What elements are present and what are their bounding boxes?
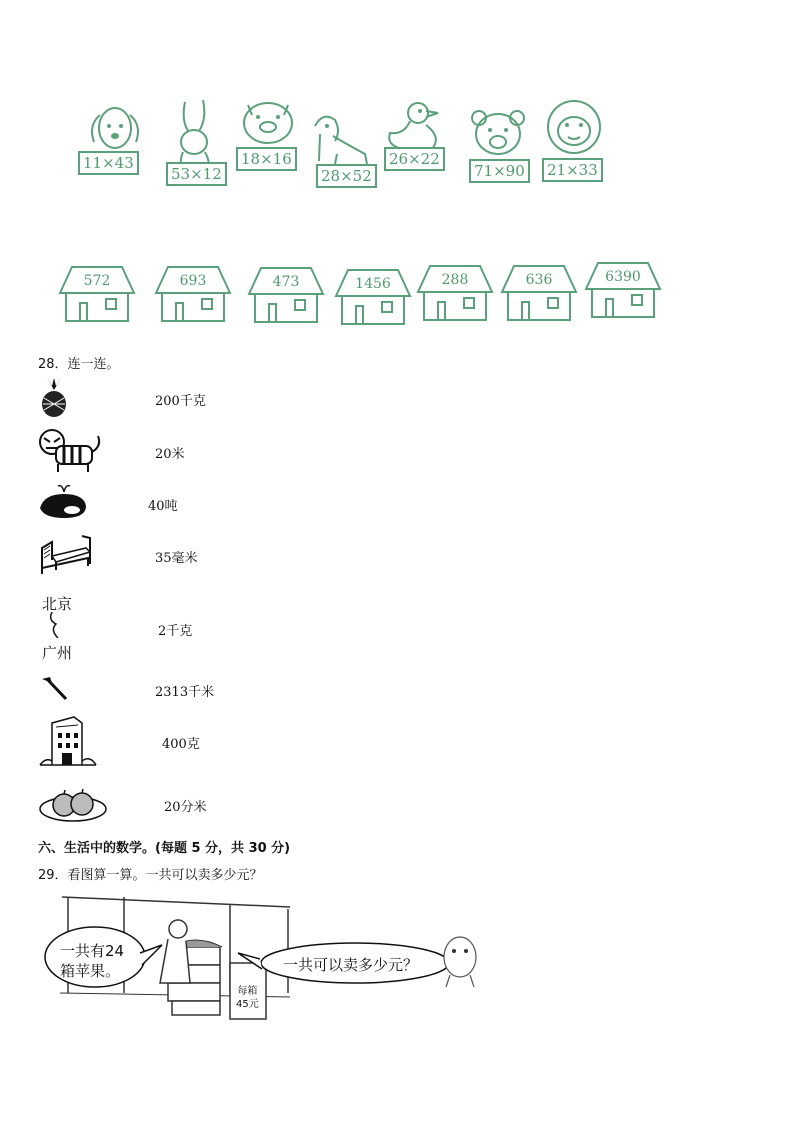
pineapple-icon xyxy=(37,378,71,418)
left-bubble-line1: 一共有24 xyxy=(60,942,125,960)
house xyxy=(584,261,662,321)
animal-expr: 18×16 xyxy=(236,147,297,171)
house-number: 6390 xyxy=(605,269,641,285)
match-label: 2千克 xyxy=(158,624,193,639)
match-label: 20米 xyxy=(155,447,185,462)
house xyxy=(58,265,136,325)
house xyxy=(500,264,578,324)
animal-expr: 28×52 xyxy=(316,164,377,188)
match-label: 2313千米 xyxy=(155,685,215,700)
map-city-top: 北京 xyxy=(42,595,73,613)
pig-icon xyxy=(234,95,304,185)
left-bubble-text xyxy=(60,941,124,981)
animal-expr: 26×22 xyxy=(384,147,445,171)
match-label: 35毫米 xyxy=(155,551,198,566)
house xyxy=(416,264,494,324)
house-number: 288 xyxy=(441,272,469,288)
route-map-icon xyxy=(40,590,80,664)
animal-expr: 71×90 xyxy=(469,159,530,183)
house xyxy=(334,268,412,328)
apples-plate-icon xyxy=(38,785,108,825)
animal-expr: 11×43 xyxy=(78,151,139,175)
building-icon xyxy=(38,713,98,767)
house-number: 572 xyxy=(83,273,111,289)
duck-icon xyxy=(380,97,450,187)
match-label: 40吨 xyxy=(148,499,178,514)
price-sign-line2: 45元 xyxy=(236,999,259,1010)
nail-icon xyxy=(40,675,70,701)
match-label: 400克 xyxy=(162,737,200,752)
tiger-icon xyxy=(36,426,102,474)
house-number: 473 xyxy=(272,274,300,290)
dog-icon xyxy=(80,100,150,190)
animal-expr: 21×33 xyxy=(542,158,603,182)
house-number: 1456 xyxy=(355,276,391,292)
question-28-title: 28．连一连。 xyxy=(38,357,120,372)
match-label: 20分米 xyxy=(164,800,207,815)
question-29-title: 29．看图算一算。一共可以卖多少元？ xyxy=(38,868,263,883)
left-bubble-line2: 箱苹果。 xyxy=(60,962,121,980)
house-number: 693 xyxy=(179,273,207,289)
whale-icon xyxy=(36,482,90,522)
match-label: 200千克 xyxy=(155,394,206,409)
house-number: 636 xyxy=(525,272,553,288)
right-bubble-text: 一共可以卖多少元？ xyxy=(283,956,419,974)
house xyxy=(247,266,325,326)
map-city-bottom: 广州 xyxy=(42,644,73,662)
section-6-title: 六、生活中的数学。(每题 5 分，共 30 分) xyxy=(38,841,291,856)
bear-icon xyxy=(465,108,535,198)
price-sign-line1: 每箱 xyxy=(237,986,258,997)
house xyxy=(154,265,232,325)
bed-icon xyxy=(38,530,92,576)
animal-expr: 53×12 xyxy=(166,162,227,186)
price-sign xyxy=(236,985,259,1011)
